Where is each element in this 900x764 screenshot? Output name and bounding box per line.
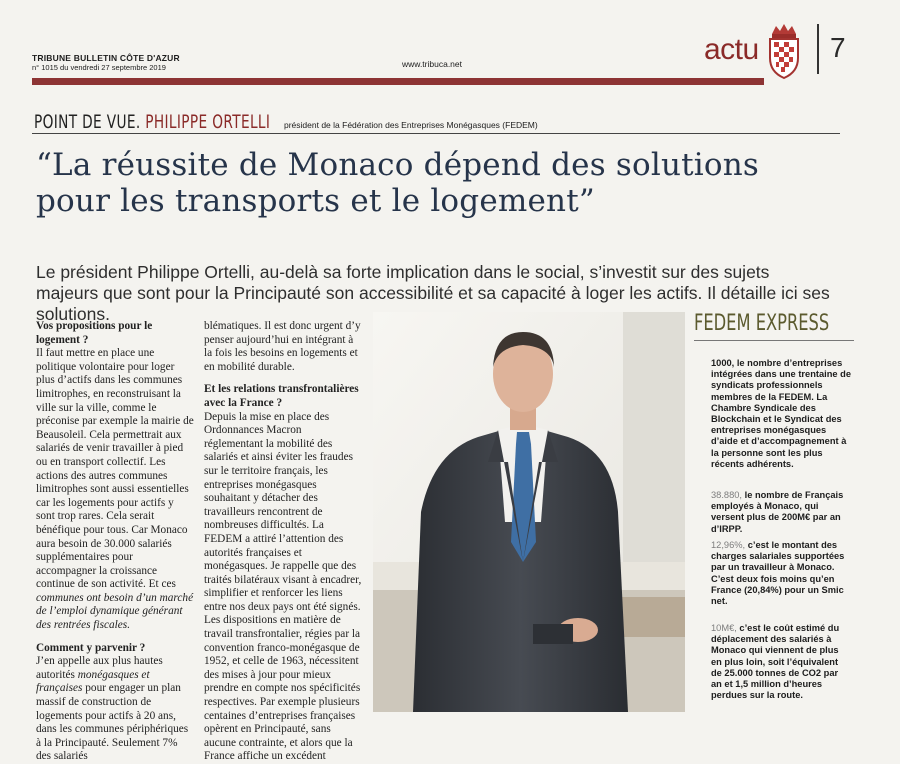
body-column-2	[204, 320, 362, 764]
question-parvenir: Comment y parvenir ?	[36, 641, 146, 654]
page-number: 7	[830, 32, 846, 63]
sidebar-figure: 1000,	[711, 358, 735, 368]
monaco-crest-icon	[764, 22, 804, 80]
sidebar-item	[711, 490, 851, 535]
sidebar-figure: 38.880,	[711, 490, 743, 500]
sidebar-item	[711, 623, 851, 701]
kicker-label: POINT DE VUE.	[34, 111, 141, 133]
question-transfrontalier: Et les relations transfrontalières avec la France ?	[204, 383, 359, 409]
publication-name: TRIBUNE BULLETIN CÔTE D'AZUR	[32, 53, 180, 63]
answer-logement: Il faut mettre en place une politique volontaire pour loger plus d’actifs dans les communes limitrophes, en reconstruisant la ville sur la ville, comme le préconise par exemple la mairie de Beausoleil. Cela permettrait aux salariés de venir travailler à pied ou en transport collectif. Les actions des autres communes limitrophes sont aussi essentielles car les logements pour actifs y sont trop rares. Cela serait bénéfique pour tous. Car Monaco aura besoin de 30.000 salariés supplémentaires pour accompagner la croissance continue de son activité. Et ces communes ont besoin d’un marché de l’emploi dynamique générant des rentrées fiscales.	[36, 347, 194, 632]
answer-parvenir: J’en appelle aux plus hautes autorités monégasques et françaises pour engager un plan massif de construction de logements pour actifs à 20 ans, dans les communes périphériques à la Principauté. Seulement 7% des salariés	[36, 655, 189, 763]
sidebar-figure: 12,96%,	[711, 540, 746, 550]
headline-line-2: pour les transports et le logement”	[36, 183, 595, 219]
body-column-1	[36, 320, 194, 764]
header-divider	[817, 24, 819, 74]
sidebar-text: c’est le coût estimé du déplacement des salariés à Monaco qui viennent de plus en plus loin, soit l’équivalent de 25.000 tonnes de CO2 par an et 1,5 million d’heures perdues sur la route.	[711, 623, 840, 701]
answer-transfrontalier: Depuis la mise en place des Ordonnances Macron réglementant la mobilité des salariés et ainsi éviter les fraudes sur le territoire français, les entreprises monégasques souhaitant y détacher des travailleurs rencontrent de nombreuses difficultés. La FEDEM a attiré l’attention des autorités françaises et monégasques. Je rappelle que des traités bilatéraux visant à encadrer, simplifier et renforcer les liens entre nos deux pays ont été signés. Les dispositions en matière de travail transfrontalier, régies par la convention franco-monégasque de 1952, et celle de 1963, nécessitent des mises à jour pour mieux prendre en compte nos spécificités respectives. Par exemple plusieurs centaines d’entreprises françaises opèrent en Principauté, sans aucune contrainte, et alors que la France affiche un excédent	[204, 410, 362, 763]
kicker-name: PHILIPPE ORTELLI	[145, 111, 271, 133]
sidebar-item	[711, 540, 851, 607]
kicker-rule	[32, 133, 840, 134]
sidebar-text: le nombre de Français employés à Monaco, qui versent plus de 200M€ par an d’IRPP.	[711, 490, 844, 534]
portrait-photo	[373, 312, 685, 712]
sidebar-text: le nombre d’entreprises intégrées dans une trentaine de syndicats professionnels membres de la FEDEM. La Chambre Syndicale des Blockchain et le Syndicat des entreprises monégasques d’aide et d’accompagnement à la personne sont les plus récents adhérents.	[711, 358, 852, 469]
headline	[36, 147, 816, 219]
section-label: actu	[704, 33, 759, 66]
issue-date: n° 1015 du vendredi 27 septembre 2019	[32, 63, 166, 72]
standfirst: Le président Philippe Ortelli, au-delà sa forte implication dans le social, s’investit sur des sujets majeurs que sont pour la Principauté son accessibilité et sa capacité à loger les actifs. Il détaille ici ses solutions.	[36, 262, 830, 324]
sidebar-text: c’est le montant des charges salariales supportées par un travailleur à Monaco. C’est deux fois moins qu’en France (20,84%) pour un Smic net.	[711, 540, 845, 607]
sidebar-figure: 10M€,	[711, 623, 737, 633]
kicker-role: président de la Fédération des Entreprises Monégasques (FEDEM)	[284, 120, 538, 130]
answer-continued: blématiques. Il est donc urgent d’y penser aujourd’hui en intégrant à la fois les besoins en logements et en mobilité durable.	[204, 320, 361, 373]
headline-line-1: “La réussite de Monaco dépend des solutions	[36, 147, 760, 183]
sidebar-item	[711, 358, 851, 470]
sidebar-title: FEDEM EXPRESS	[694, 311, 830, 336]
website-url: www.tribuca.net	[402, 59, 462, 69]
sidebar-rule	[694, 340, 854, 341]
kicker	[34, 111, 270, 133]
header-rule	[32, 78, 764, 85]
question-logement: Vos propositions pour le logement ?	[36, 320, 153, 346]
